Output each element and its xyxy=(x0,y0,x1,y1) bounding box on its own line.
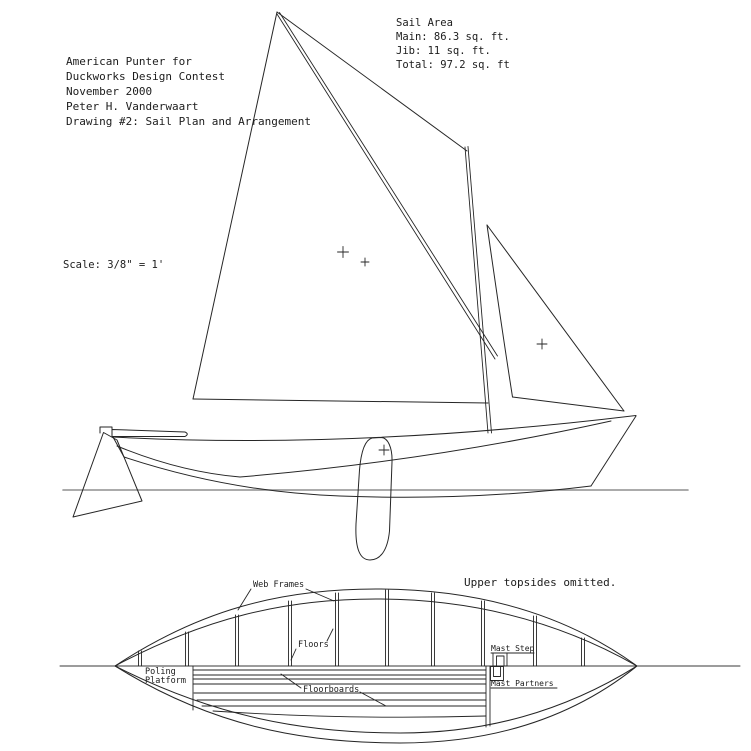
sail-area-total: Total: 97.2 sq. ft xyxy=(396,59,510,71)
sail-area-heading: Sail Area xyxy=(396,17,453,29)
sheer-line xyxy=(113,416,636,441)
rudder-blade xyxy=(73,433,142,518)
floorboards-label: Floorboards xyxy=(303,685,360,695)
mast-step-label: Mast Step xyxy=(491,644,535,653)
floors-label: Floors xyxy=(298,640,329,650)
mast xyxy=(465,147,492,434)
frame-station-2 xyxy=(186,632,189,666)
title-line-2: Duckworks Design Contest xyxy=(66,70,225,83)
floorboards-leader-left xyxy=(281,674,301,688)
mast-partners-label: Mast Partners xyxy=(491,679,554,688)
plan-outer-hull-upper xyxy=(115,589,637,666)
bottom-keel-line xyxy=(124,457,591,497)
frame-station-3 xyxy=(236,615,239,666)
main-coe-mark xyxy=(338,247,349,258)
jib-leech xyxy=(487,225,513,397)
frame-station-4 xyxy=(289,601,292,666)
tiller xyxy=(112,430,187,437)
poling-platform-label-line2: Platform xyxy=(145,676,186,686)
frame-station-7 xyxy=(432,593,435,666)
jib-foot xyxy=(513,397,625,411)
sail-area-main: Main: 86.3 sq. ft. xyxy=(396,31,510,43)
profile-view xyxy=(63,12,688,560)
mast-line-left xyxy=(465,147,488,433)
mainsail-foot xyxy=(193,399,488,403)
sail-area-jib: Jib: 11 sq. ft. xyxy=(396,45,491,57)
frame-station-5 xyxy=(336,593,339,666)
mast-partners-inner xyxy=(494,667,501,677)
plan-inner-hull-upper xyxy=(115,599,637,666)
poling-platform-label-line1: Poling xyxy=(145,667,176,677)
jib xyxy=(487,225,624,411)
title-line-3: November 2000 xyxy=(66,85,153,98)
title-line-1: American Punter for xyxy=(66,55,192,68)
main-coe-mark-2 xyxy=(361,258,369,266)
title-line-4: Peter H. Vanderwaart xyxy=(66,100,199,113)
floorboard-right-boundary xyxy=(486,666,490,727)
stem-line xyxy=(591,416,636,486)
mast-step-outer xyxy=(493,653,507,666)
floorboard-plank-8 xyxy=(213,711,486,717)
center-of-effort-marks xyxy=(338,247,548,456)
plan-view xyxy=(60,589,740,743)
centerboard-coe-mark xyxy=(379,445,389,455)
rudder-head xyxy=(100,427,112,433)
chine-line xyxy=(117,421,611,477)
floorboards xyxy=(193,666,490,727)
jib-coe-mark xyxy=(537,339,547,349)
mast-line-right xyxy=(468,147,492,434)
hull-profile xyxy=(113,416,636,498)
frame-station-9 xyxy=(534,616,537,666)
frame-station-6 xyxy=(386,590,389,666)
floorboards-leader-right xyxy=(360,692,386,706)
title-block xyxy=(66,55,311,128)
mast-step xyxy=(493,653,507,666)
title-line-5: Drawing #2: Sail Plan and Arrangement xyxy=(66,115,312,128)
rudder-assembly xyxy=(73,427,187,517)
jib-luff xyxy=(487,225,624,411)
scale-note: Scale: 3/8" = 1' xyxy=(63,259,165,271)
centerboard xyxy=(356,438,392,561)
sail-area-block xyxy=(396,17,510,71)
mast-step-inner xyxy=(497,656,505,666)
plan-note: Upper topsides omitted. xyxy=(464,576,617,589)
web-frames-label: Web Frames xyxy=(253,580,305,590)
frame-station-8 xyxy=(482,601,485,666)
annotations xyxy=(63,17,616,695)
web-frames-leader-left xyxy=(238,589,251,610)
web-frames xyxy=(139,590,585,666)
frame-station-10 xyxy=(582,638,585,666)
